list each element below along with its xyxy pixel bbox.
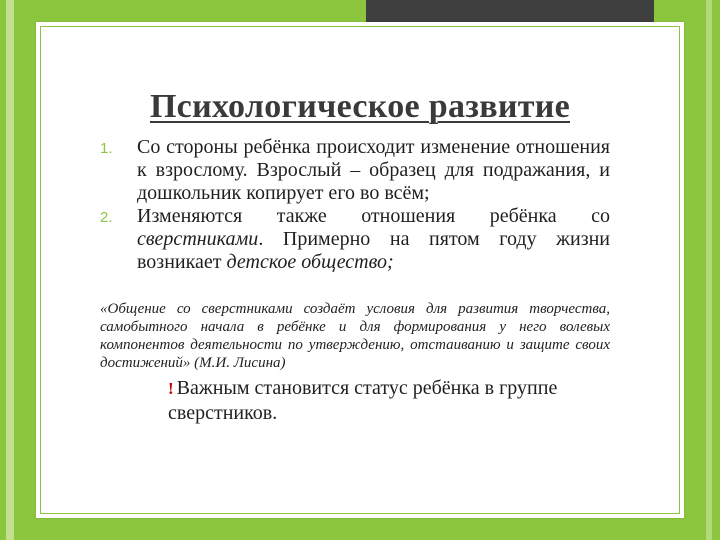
exclamation-mark: !: [168, 379, 174, 398]
quote-block: «Общение со сверстниками создаёт условия для развития творчества, самобытного начала в ребёнке и для формирования у него волевых компонентов деятельности по утверждению, отстаиванию и защите своих достижений» (М.И. Лисина): [100, 301, 610, 371]
note-text: Важным становится статус ребёнка в группе сверстников.: [168, 377, 558, 424]
list-item-text: Со стороны ребёнка происходит изменение отношения к взрослому. Взрослый – образец для подражания, и дошкольник копирует его во всём;: [137, 136, 610, 204]
slide-title: Психологическое развитие: [149, 88, 571, 125]
left-decor-stripe: [6, 0, 14, 540]
list-item-text: Изменяются также отношения ребёнка со: [137, 205, 610, 227]
numbered-list: [100, 136, 610, 274]
list-item: [100, 136, 610, 205]
right-decor-stripe: [706, 0, 712, 540]
list-item: [100, 205, 610, 274]
list-item-emphasis: детское общество;: [226, 251, 394, 273]
list-item-emphasis: сверстниками: [137, 228, 259, 250]
list-number: 1.: [100, 140, 113, 157]
top-decor-bar: [366, 0, 654, 22]
list-number: 2.: [100, 209, 113, 226]
list-item-text: . Примерно на пятом году жизни возникает: [137, 228, 610, 273]
note-paragraph: [168, 376, 608, 425]
